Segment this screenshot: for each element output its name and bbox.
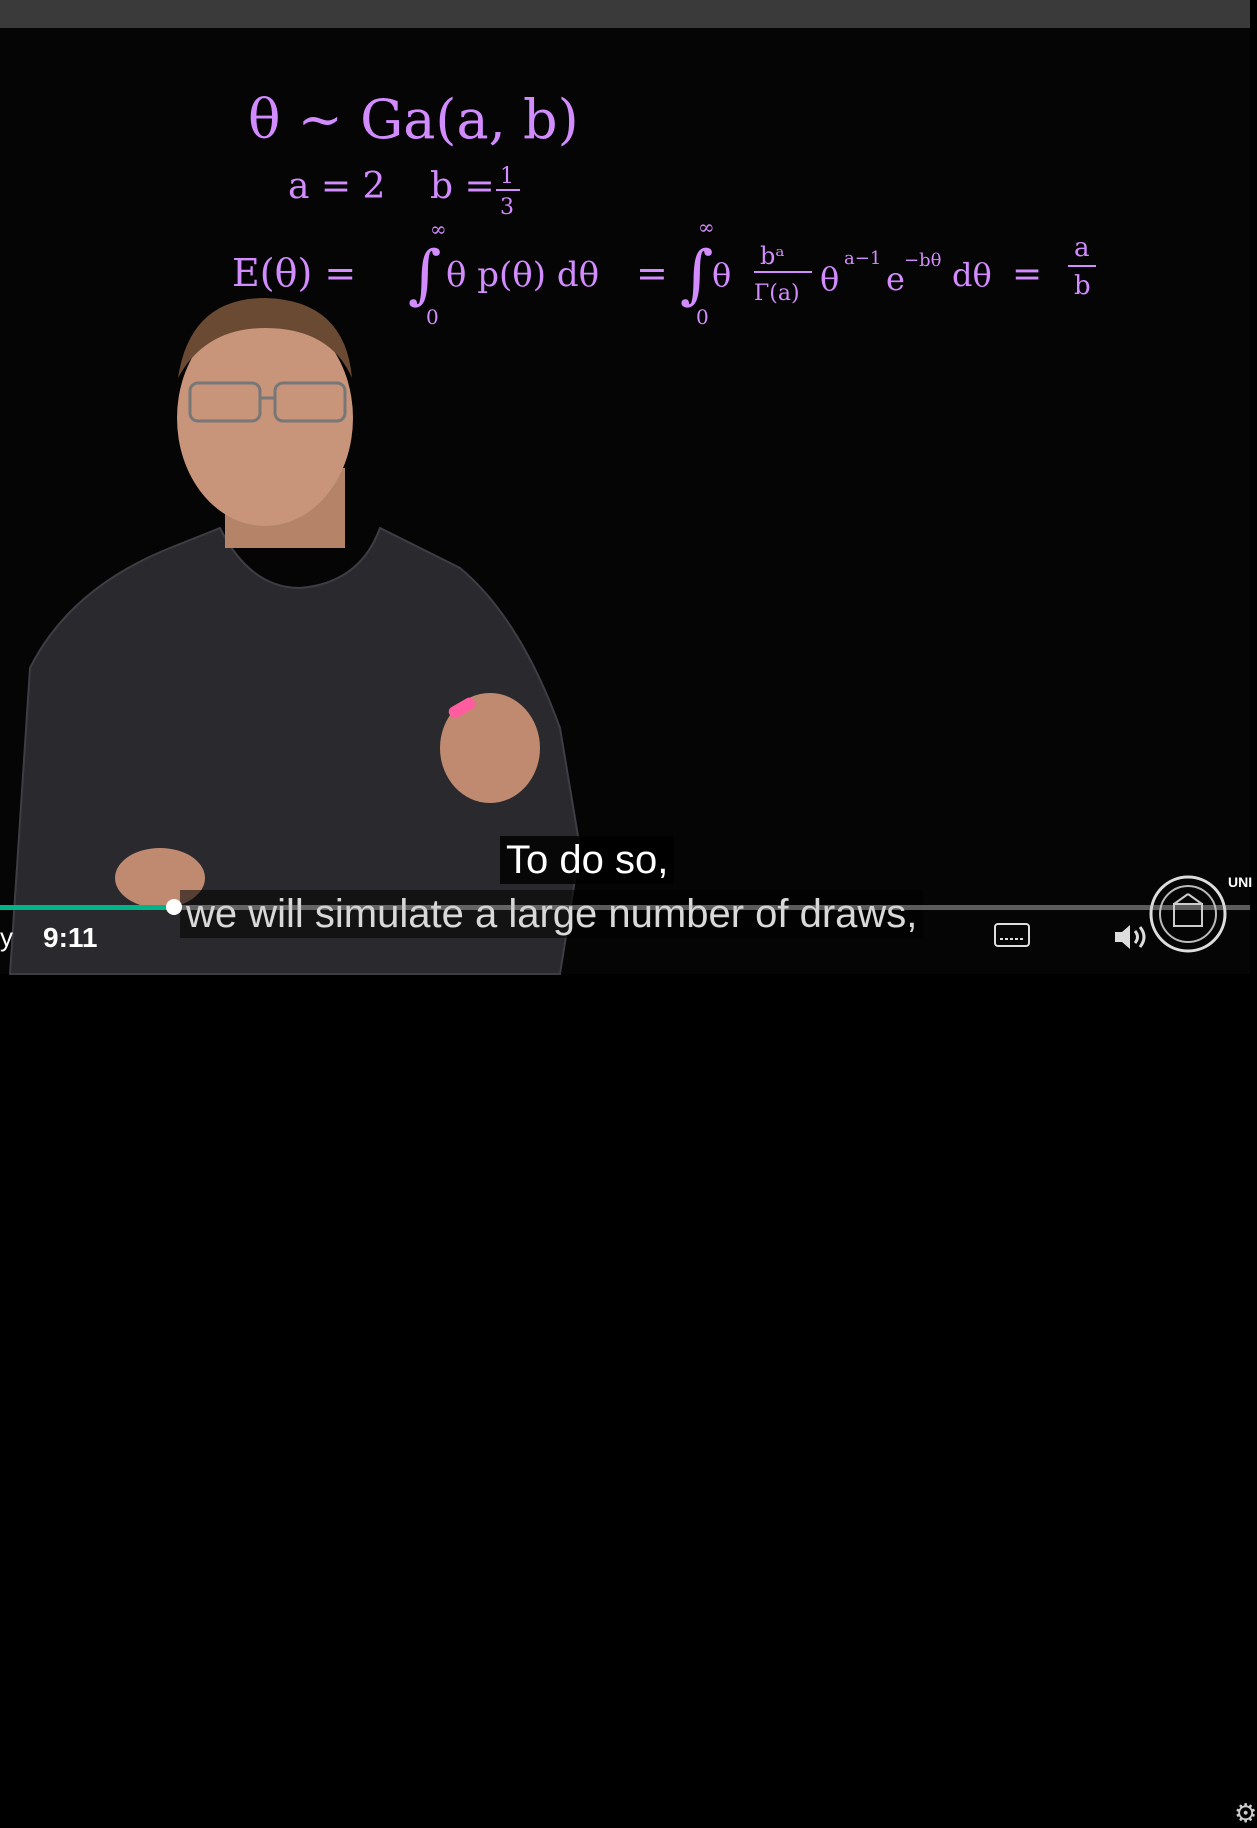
exponential-exponent: −bθ (904, 250, 942, 271)
player-controls (0, 910, 1257, 1828)
param-a: a = 2 (288, 166, 386, 207)
volume-icon[interactable] (1112, 920, 1152, 954)
integral-sign-1: ∫ (408, 238, 442, 312)
param-b-label: b = (430, 166, 495, 207)
equals-3: = (1012, 254, 1043, 295)
equation-gamma-prior: θ ~ Ga(a, b) (248, 88, 579, 151)
theta-power-base: θ (820, 260, 840, 298)
clipped-control-text: y (0, 922, 13, 952)
equations (232, 88, 1096, 329)
lightboard (0, 28, 1253, 974)
integral-upper-2: ∞ (698, 215, 715, 239)
fraction-denominator: Γ(a) (754, 281, 800, 306)
d-theta: dθ (952, 256, 992, 294)
integral-upper-1: ∞ (430, 217, 447, 241)
fraction-numerator: bᵃ (760, 242, 785, 270)
integral-lower-1: 0 (426, 305, 439, 329)
logo-text: UNI (1228, 874, 1253, 890)
result-denominator: b (1074, 271, 1091, 301)
theta-factor: θ (712, 256, 732, 294)
param-b-denominator: 3 (500, 195, 514, 220)
expectation-lhs: E(θ) = (232, 251, 357, 295)
settings-gear-icon[interactable]: ⚙ (1234, 1798, 1257, 1828)
exponential-base: e (886, 260, 905, 298)
integral-lower-2: 0 (696, 305, 709, 329)
top-bar (0, 0, 1250, 28)
presenter (10, 298, 580, 974)
integrand-1: θ p(θ) dθ (446, 255, 600, 295)
captions-icon[interactable] (993, 922, 1031, 950)
result-numerator: a (1074, 233, 1090, 263)
param-b-numerator: 1 (500, 164, 514, 189)
current-time: 9:11 (43, 922, 98, 953)
caption-line-1: To do so, (500, 836, 674, 884)
video-player[interactable] (0, 28, 1257, 1828)
caption-line-2: we will simulate a large number of draws, (180, 890, 923, 938)
equals-2: = (636, 251, 668, 295)
theta-power-exponent: a−1 (844, 248, 882, 269)
integral-sign-2: ∫ (680, 238, 714, 312)
